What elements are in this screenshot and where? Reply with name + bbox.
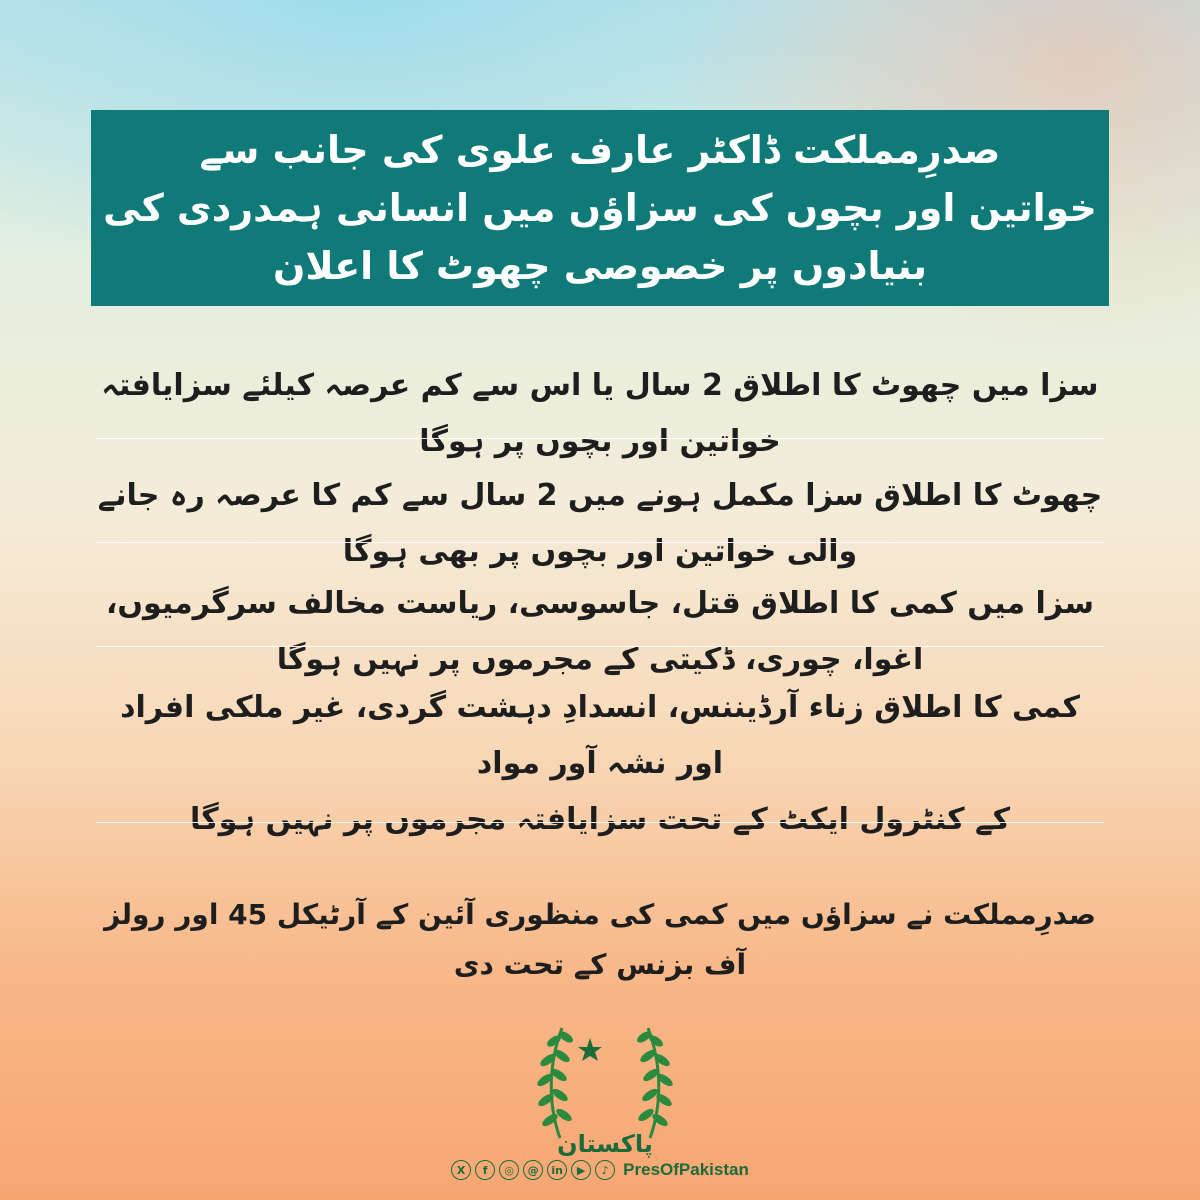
announcement-point-4-line-1: کمی کا اطلاق زناء آرڈیننس، انسدادِ دہشت گردی، غیر ملکی افراد اور نشہ آور مواد — [120, 690, 1080, 781]
pakistan-wordmark: پاکستان — [557, 1130, 653, 1158]
header-banner — [91, 110, 1109, 306]
divider — [96, 822, 1104, 823]
announcement-point-2: چھوٹ کا اطلاق سزا مکمل ہونے میں 2 سال سے کم کا عرصہ رہ جانے والی خواتین اور بچوں پر بھی ہوگا — [97, 478, 1103, 569]
president-pakistan-emblem — [520, 1010, 690, 1160]
social-handle[interactable]: PresOfPakistan — [623, 1160, 749, 1179]
header-title-line-1: صدرِمملکت ڈاکٹر عارف علوی کی جانب سے — [199, 128, 1001, 172]
divider — [96, 542, 1104, 543]
announcement-point-4-line-2: کے کنٹرول ایکٹ کے تحت سزایافتہ مجرموں پر نہیں ہوگا — [189, 802, 1011, 837]
star-icon — [578, 1038, 602, 1061]
right-olive-branch-icon — [635, 1028, 675, 1138]
divider — [96, 646, 1104, 647]
tiktok-icon[interactable]: ♪ — [595, 1160, 615, 1180]
linkedin-icon[interactable]: in — [547, 1160, 567, 1180]
youtube-icon[interactable]: ▶ — [571, 1160, 591, 1180]
approval-note: صدرِمملکت نے سزاؤں میں کمی کی منظوری آئین کے آرٹیکل 45 اور رولز آف بزنس کے تحت دی — [104, 898, 1096, 981]
divider — [96, 438, 1104, 439]
announcement-point-1: سزا میں چھوٹ کا اطلاق 2 سال یا اس سے کم عرصہ کیلئے سزایافتہ خواتین اور بچوں پر ہوگا — [101, 368, 1099, 459]
x-icon[interactable]: X — [451, 1160, 471, 1180]
left-olive-branch-icon — [535, 1028, 575, 1138]
social-bar — [0, 1160, 1200, 1180]
threads-icon[interactable]: @ — [523, 1160, 543, 1180]
instagram-icon[interactable]: ◎ — [499, 1160, 519, 1180]
facebook-icon[interactable]: f — [475, 1160, 495, 1180]
announcement-point-3: سزا میں کمی کا اطلاق قتل، جاسوسی، ریاست مخالف سرگرمیوں، اغوا، چوری، ڈکیتی کے مجرموں پر نہیں ہوگا — [106, 586, 1094, 677]
crescent-icon — [570, 1058, 642, 1106]
header-title-line-2: خواتین اور بچوں کی سزاؤں میں انسانی ہمدردی کی بنیادوں پر خصوصی چھوٹ کا اعلان — [103, 186, 1097, 288]
